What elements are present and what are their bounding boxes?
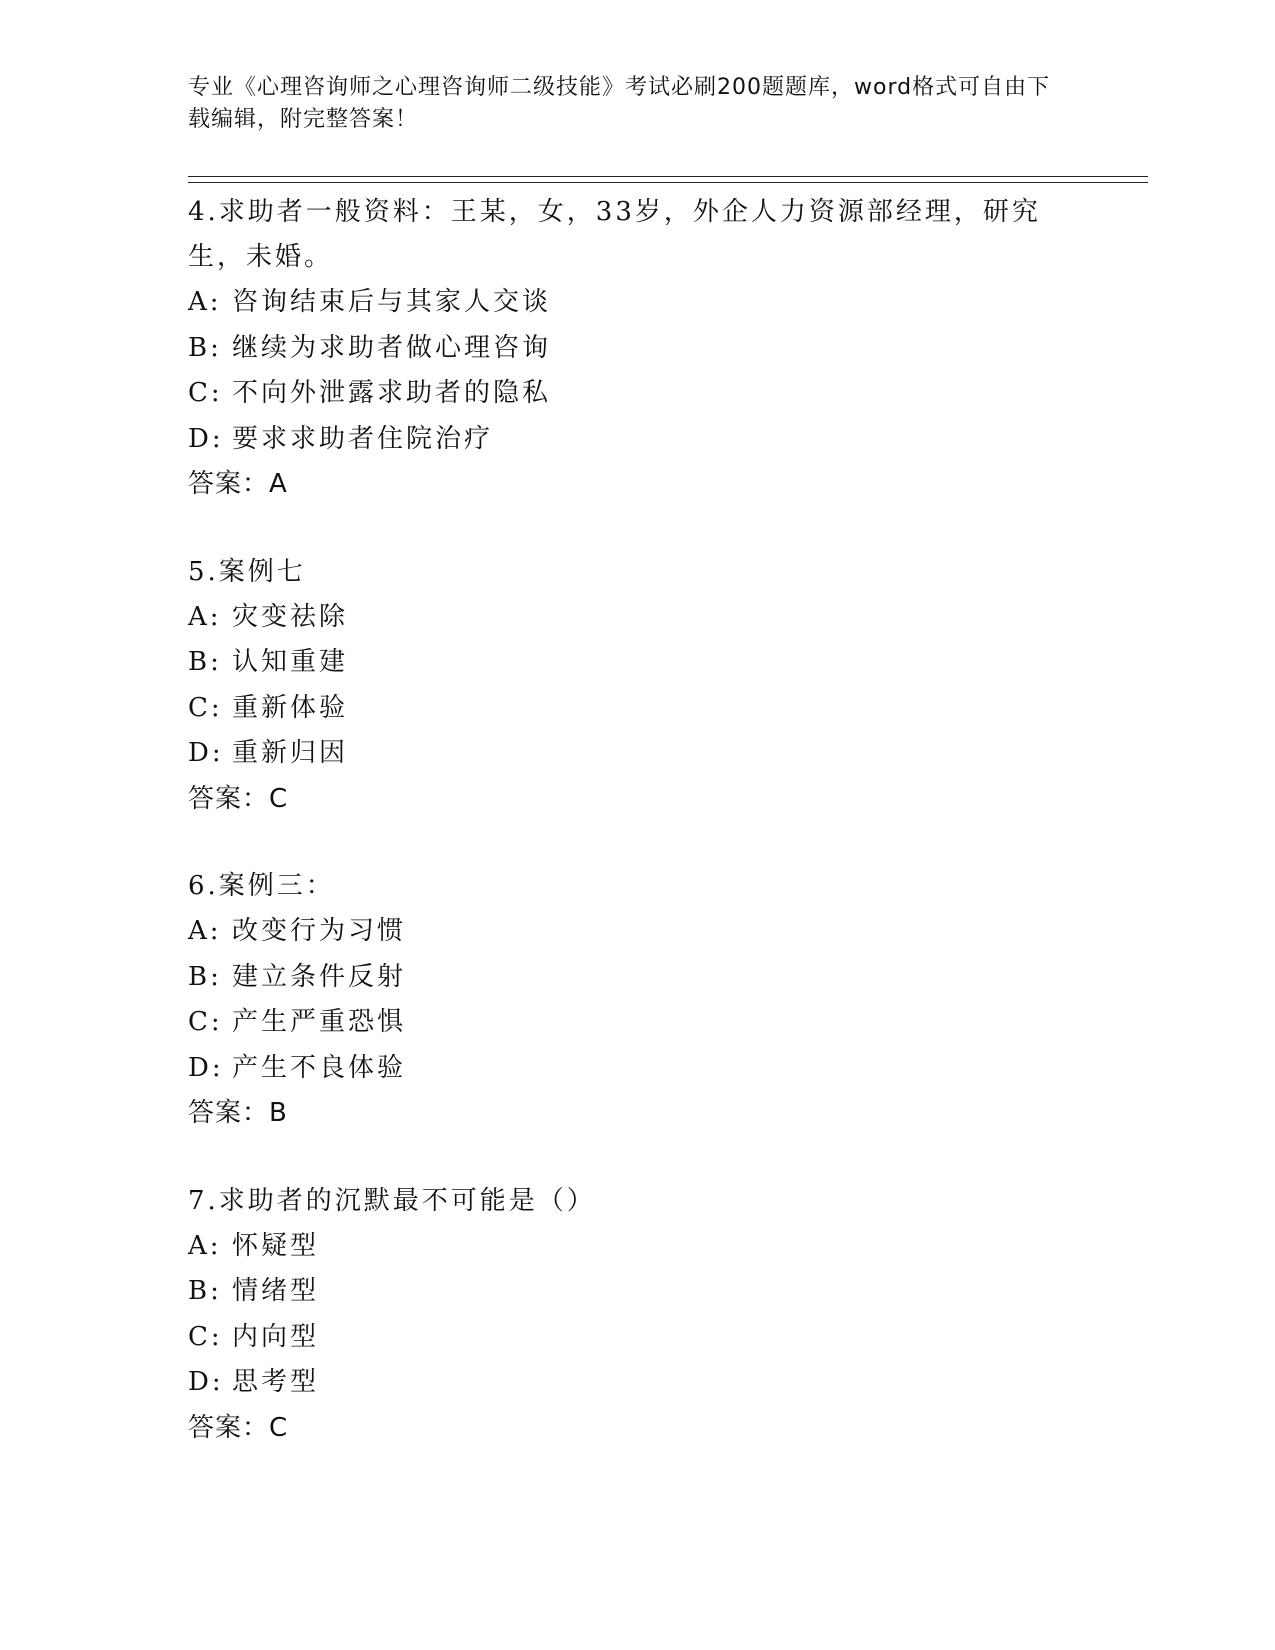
- option-d: [188, 1360, 1068, 1406]
- option-letter: C:: [188, 692, 223, 723]
- option-text: 重新体验: [232, 692, 349, 723]
- option-letter: D:: [188, 738, 224, 768]
- option-letter: B:: [188, 332, 222, 363]
- answer-line: 答案：A: [188, 469, 288, 499]
- option-letter: A:: [188, 1230, 222, 1261]
- page-header: [188, 72, 1068, 136]
- option-text: 重新归因: [232, 738, 349, 768]
- option-letter: A:: [188, 287, 222, 317]
- option-letter: D:: [188, 1052, 224, 1083]
- option-a: [188, 595, 1068, 641]
- option-text: 产生不良体验: [232, 1052, 407, 1083]
- option-text: 不向外泄露求助者的隐私: [232, 378, 552, 408]
- option-letter: B:: [188, 961, 222, 992]
- answer-line: 答案：B: [188, 1098, 288, 1128]
- option-c: [188, 686, 1068, 732]
- option-letter: C:: [188, 1007, 223, 1037]
- question-item: [188, 190, 1068, 508]
- option-text: 认知重建: [232, 647, 349, 677]
- option-letter: A:: [188, 916, 222, 946]
- option-d: [188, 731, 1068, 777]
- option-text: 改变行为习惯: [232, 916, 407, 946]
- option-text: 建立条件反射: [232, 961, 407, 992]
- question-list: [188, 190, 1068, 1493]
- option-c: [188, 1315, 1068, 1361]
- option-a: [188, 280, 1068, 326]
- option-text: 怀疑型: [232, 1230, 320, 1261]
- option-letter: B:: [188, 647, 222, 677]
- option-text: 继续为求助者做心理咨询: [232, 332, 552, 363]
- question-stem: 7.求助者的沉默最不可能是（）: [188, 1185, 596, 1216]
- option-text: 咨询结束后与其家人交谈: [232, 287, 552, 317]
- document-title: 专业《心理咨询师之心理咨询师二级技能》考试必刷200题题库，word格式可自由下载编辑，附完整答案！: [188, 75, 1051, 132]
- option-a: [188, 1224, 1068, 1270]
- option-b: [188, 326, 1068, 372]
- question-item: [188, 1179, 1068, 1452]
- option-text: 要求求助者住院治疗: [232, 423, 494, 454]
- option-d: [188, 1046, 1068, 1092]
- option-c: [188, 1000, 1068, 1046]
- option-text: 产生严重恐惧: [232, 1007, 407, 1037]
- option-letter: C:: [188, 1321, 223, 1352]
- option-letter: A:: [188, 601, 222, 632]
- option-letter: D:: [188, 423, 224, 454]
- question-stem: 4.求助者一般资料：王某，女，33岁，外企人力资源部经理，研究生，未婚。: [188, 197, 1041, 272]
- option-letter: C:: [188, 378, 223, 408]
- option-text: 内向型: [232, 1321, 320, 1352]
- option-letter: D:: [188, 1367, 224, 1397]
- option-text: 灾变祛除: [232, 601, 349, 632]
- question-item: [188, 550, 1068, 823]
- option-b: [188, 1269, 1068, 1315]
- option-a: [188, 909, 1068, 955]
- option-d: [188, 417, 1068, 463]
- option-text: 情绪型: [232, 1276, 320, 1306]
- option-text: 思考型: [232, 1367, 320, 1397]
- option-b: [188, 955, 1068, 1001]
- question-stem: 5.案例七: [188, 556, 306, 587]
- option-letter: B:: [188, 1276, 222, 1306]
- answer-line: 答案：C: [188, 1412, 289, 1443]
- answer-line: 答案：C: [188, 783, 289, 814]
- option-c: [188, 371, 1068, 417]
- option-b: [188, 640, 1068, 686]
- header-divider: [188, 176, 1148, 183]
- question-item: [188, 864, 1068, 1137]
- question-stem: 6.案例三：: [188, 871, 335, 901]
